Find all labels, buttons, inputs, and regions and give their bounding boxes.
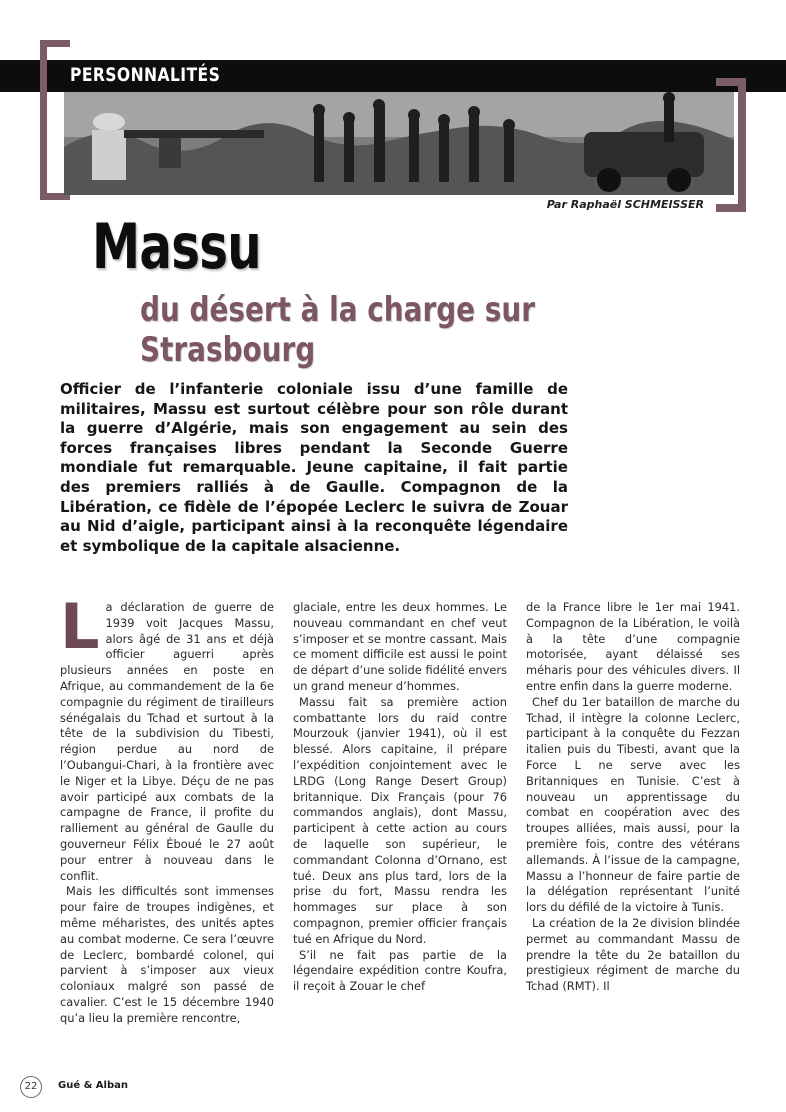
paragraph: S’il ne fait pas partie de la légendaire expédition contre Koufra, il reçoit à Zouar le chef [293,947,507,994]
page-number: 22 [20,1076,42,1098]
header-photo [64,92,734,195]
left-bracket-vertical [40,40,47,200]
paragraph: Chef du 1er bataillon de marche du Tchad, il intègre la colonne Leclerc, participant à la conquête du Fezzan italien puis du Tibesti, avant que la Force L ne serve avec les Britanniques en Tunisie. C’est à nouveau un apprentissage du combat en coopération avec des troupes alliées, mais aussi, pour la première fois, contre des vétérans allemands. À l’issue de la campagne, Massu a l’honneur de faire partie de la délégation représentant l’unité lors du défilé de la victoire à Tunis. [526,694,740,915]
byline: Par Raphaël SCHMEISSER [546,198,704,211]
column-2 [293,600,507,1060]
paragraph: Mais les difficultés sont immenses pour faire de troupes indigènes, et même méharistes, des unités aptes au combat moderne. Ce sera l’œuvre de Leclerc, bombardé colonel, qui parvient à s’imposer aux vieux coloniaux malgré son passé de cavalier. C’est le 15 décembre 1940 qu’a lieu la première rencontre, [60,884,274,1025]
article-subtitle: du désert à la charge sur Strasbourg [140,290,535,370]
paragraph: a déclaration de guerre de 1939 voit Jacques Massu, alors âgé de 31 ans et déjà officier aguerri après plusieurs années en poste en Afrique, au commandement de la 6e compagnie du régiment de tirailleurs sénégalais du Tchad et surtout à la tête de la subdivision du Tibesti, région perdue au nord de l’Oubangui-Chari, à la frontière avec le Niger et la Libye. Déçu de ne pas avoir participé aux combats de la campagne de France, il profite du ralliement au général de Gaulle du gouverneur Félix Éboué le 27 août pour entrer à nouveau dans le conflit. [60,600,274,883]
magazine-name: Gué & Alban [58,1080,128,1091]
lead-paragraph: Officier de l’infanterie coloniale issu d’une famille de militaires, Massu est surtout célèbre pour son rôle durant la guerre d’Algérie, mais son engagement au sein des forces françaises libres pendant la Seconde Guerre mondiale fut remarquable. Jeune capitaine, il fait partie des premiers ralliés à de Gaulle. Compagnon de la Libération, ce fidèle de l’épopée Leclerc le suivra de Zouar au Nid d’aigle, participant ainsi à la reconquête légendaire et symbolique de la capitale alsacienne. [60,380,568,555]
left-bracket-top [40,40,70,47]
paragraph: La création de la 2e division blindée permet au commandant Massu de prendre la tête du 2e bataillon du prestigieux régiment de marche du Tchad (RMT). Il [526,915,740,994]
right-bracket-top [716,78,746,86]
column-1 [60,600,274,1060]
right-bracket-vertical [738,78,746,212]
right-bracket-bottom [716,204,746,212]
paragraph: Massu fait sa première action combattante lors du raid contre Mourzouk (janvier 1941), où il est blessé. Alors capitaine, il prépare l’expédition conjointement avec le LRDG (Long Range Desert Group) britannique. Dix Français (pour 76 commandos anglais), dont Massu, participent à cette action au cours de laquelle son supérieur, le commandant Colonna d’Ornano, est tué. Deux ans plus tard, lors de la prise du fort, Massu rendra les hommages sur place à son compagnon, premier officier français tué en Afrique du Nord. [293,694,507,946]
paragraph: glaciale, entre les deux hommes. Le nouveau commandant en chef veut s’imposer et se montre cassant. Mais ce moment difficile est aussi le point de départ d’une solide fidélité envers un grand meneur d’hommes. [293,600,507,693]
section-label: PERSONNALITÉS [70,64,221,86]
paragraph: de la France libre le 1er mai 1941. Compagnon de la Libération, le voilà à la tête d’une compagnie motorisée, ayant délaissé ses méharis pour des véhicules divers. Il entre enfin dans la guerre moderne. [526,600,740,693]
article-body [60,600,740,1060]
column-3 [526,600,740,1060]
drop-cap: L [60,600,100,663]
article-title: Massu [92,210,261,283]
